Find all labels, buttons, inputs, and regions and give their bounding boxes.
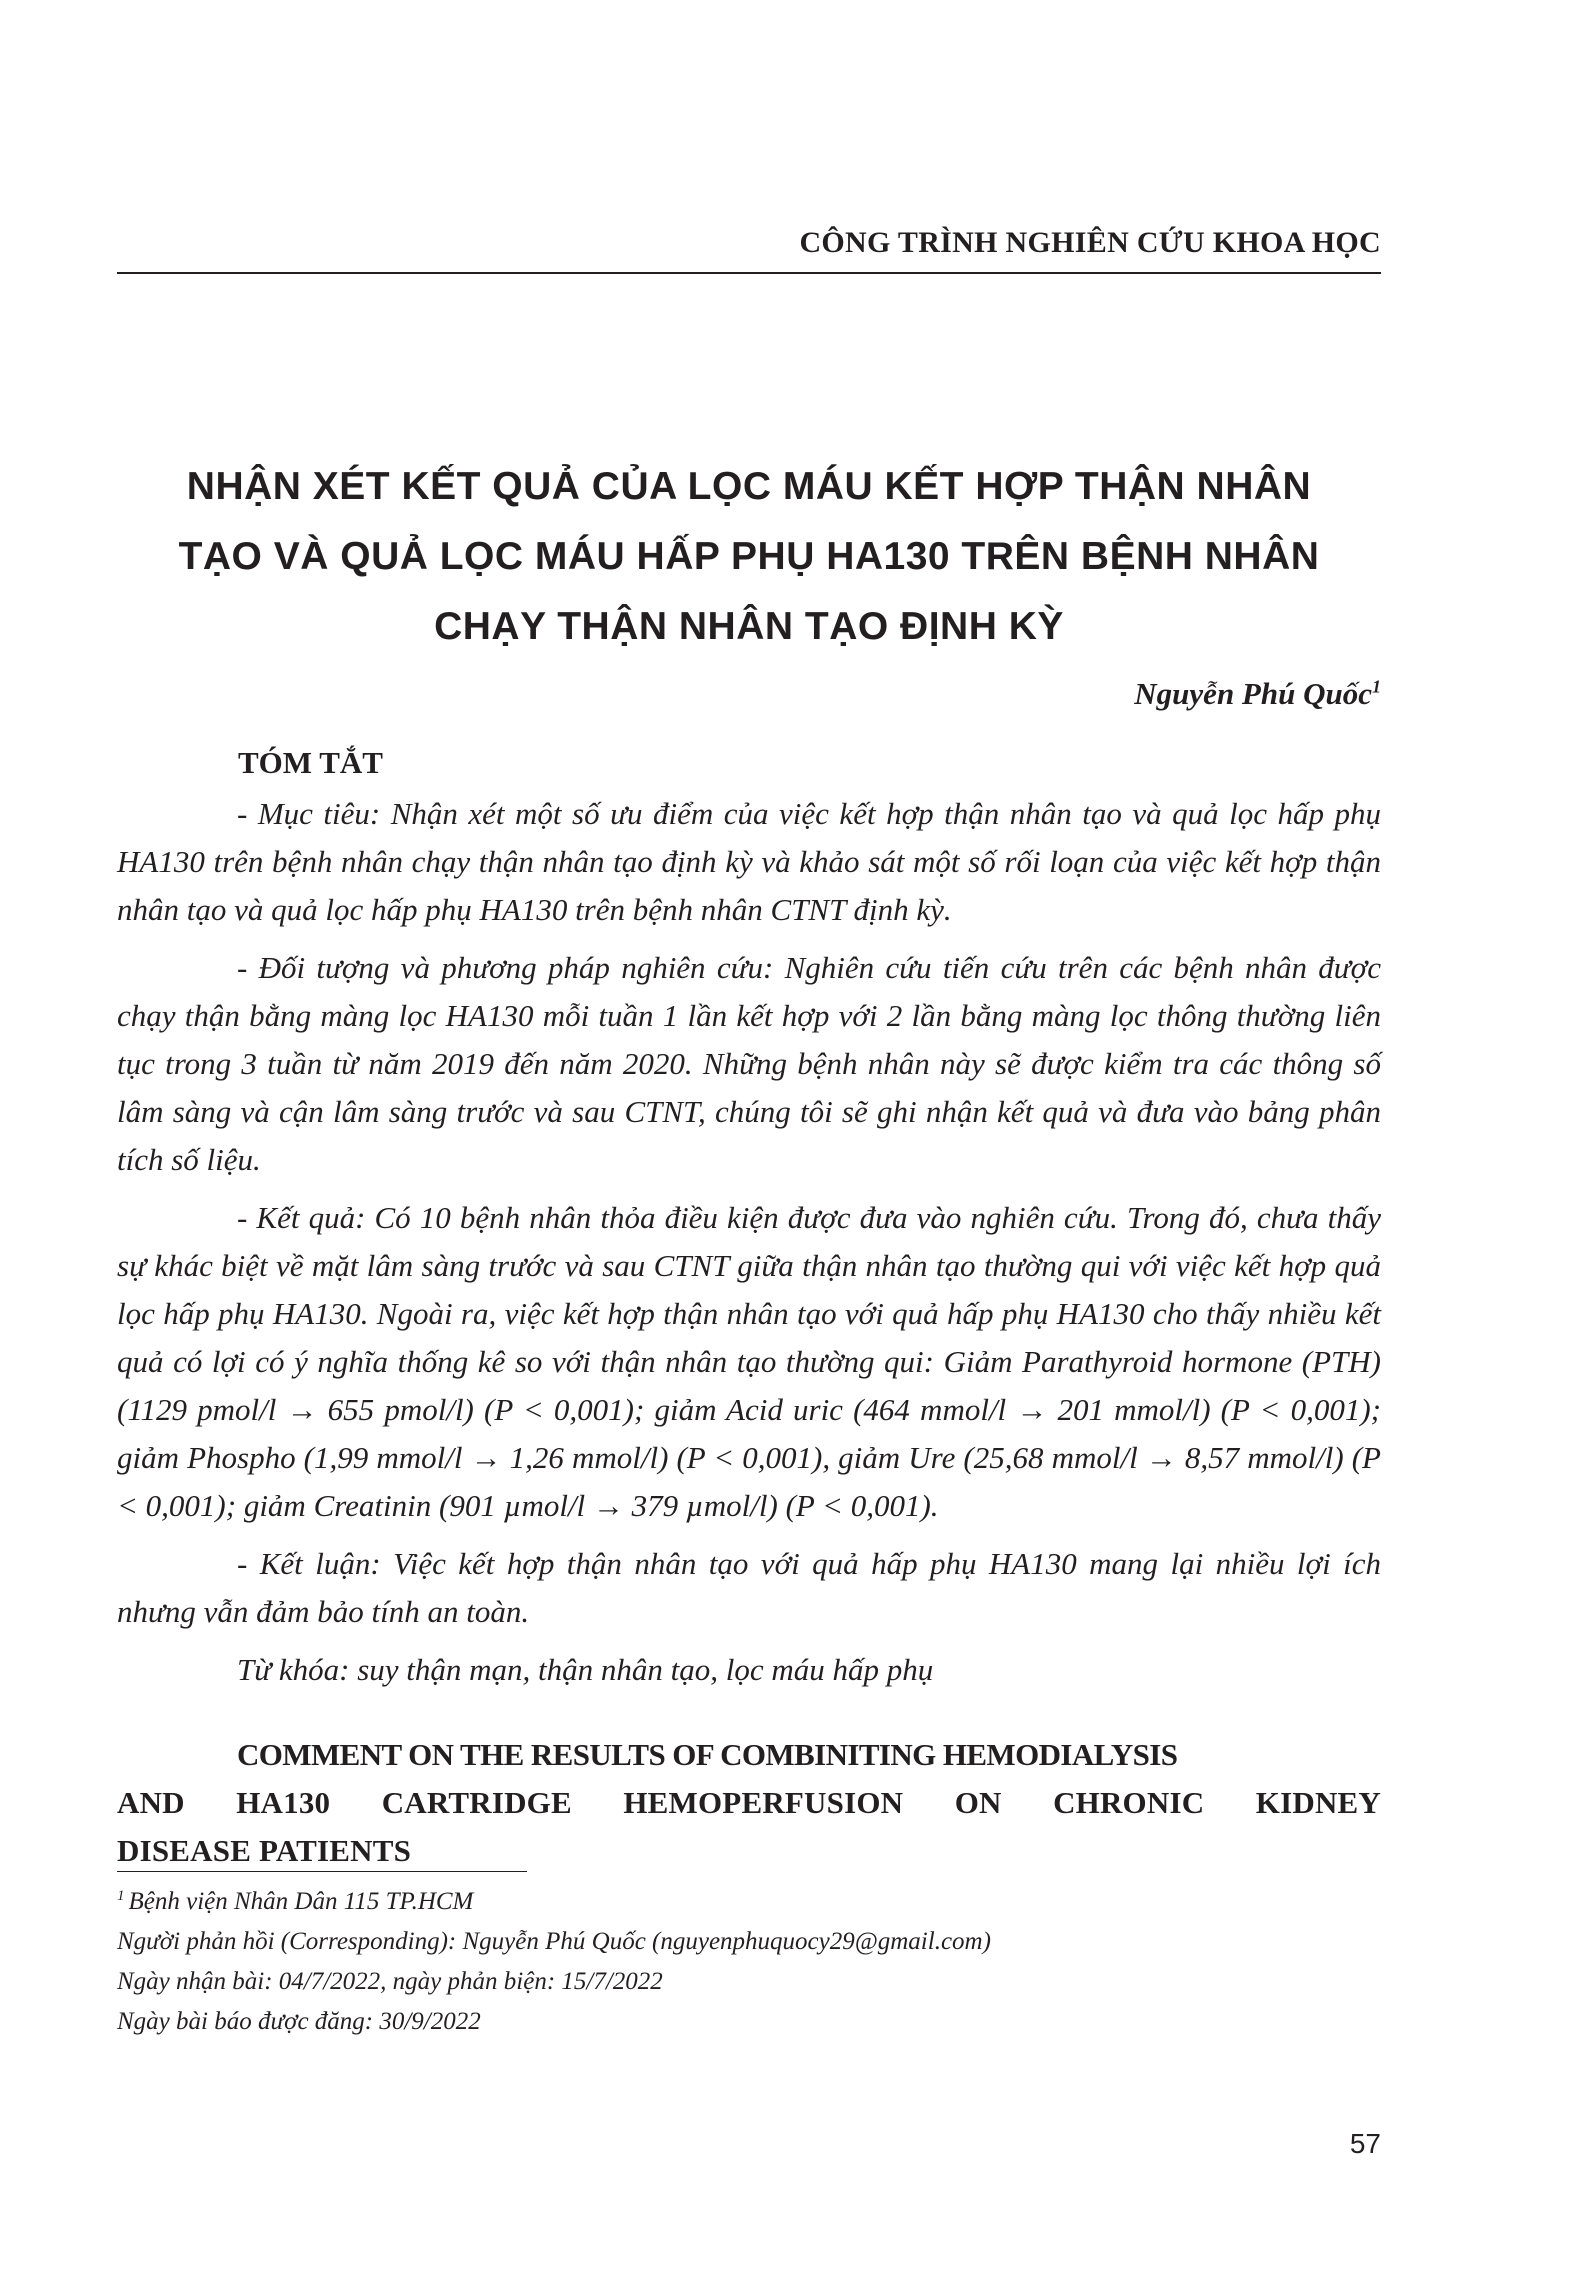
- english-title-line: DISEASE PATIENTS: [117, 1833, 412, 1868]
- footnotes: [117, 1882, 1381, 2042]
- english-title-line: AND HA130 CARTRIDGE HEMOPERFUSION ON CHRONIC KIDNEY: [117, 1785, 1381, 1820]
- footnote-dates-received: Ngày nhận bài: 04/7/2022, ngày phản biện: 15/7/2022: [117, 1968, 663, 1995]
- author-affiliation-mark: 1: [1372, 676, 1381, 697]
- title-line: CHẠY THẬN NHÂN TẠO ĐỊNH KỲ: [434, 605, 1064, 648]
- footnote-rule: [117, 1871, 527, 1872]
- abstract-body: [117, 790, 1381, 1704]
- footnote-corresponding: Người phản hồi (Corresponding): Nguyễn Phú Quốc (nguyenphuquocy29@gmail.com): [117, 1928, 991, 1955]
- title-line: TẠO VÀ QUẢ LỌC MÁU HẤP PHỤ HA130 TRÊN BỆNH NHÂN: [178, 535, 1320, 578]
- abstract-objective: - Mục tiêu: Nhận xét một số ưu điểm của việc kết hợp thận nhân tạo và quả lọc hấp phụ HA130 trên bệnh nhân chạy thận nhân tạo định kỳ và khảo sát một số rối loạn của việc kết hợp thận nhân tạo và quả lọc hấp phụ HA130 trên bệnh nhân CTNT định kỳ.: [117, 796, 1381, 927]
- footnote-affiliation: [117, 1882, 1381, 1922]
- footnote-mark: 1: [117, 1887, 125, 1904]
- abstract-conclusion: - Kết luận: Việc kết hợp thận nhân tạo với quả hấp phụ HA130 mang lại nhiều lợi ích nhưng vẫn đảm bảo tính an toàn.: [117, 1546, 1381, 1629]
- abstract-methods: - Đối tượng và phương pháp nghiên cứu: Nghiên cứu tiến cứu trên các bệnh nhân được chạy thận bằng màng lọc HA130 mỗi tuần 1 lần kết hợp với 2 lần bằng màng lọc thông thường liên tục trong 3 tuần từ năm 2019 đến năm 2020. Những bệnh nhân này sẽ được kiểm tra các thông số lâm sàng và cận lâm sàng trước và sau CTNT, chúng tôi sẽ ghi nhận kết quả và đưa vào bảng phân tích số liệu.: [117, 950, 1381, 1177]
- english-title-line: COMMENT ON THE RESULTS OF COMBINITING HEMODIALYSIS: [237, 1737, 1178, 1772]
- article-title: [117, 452, 1381, 662]
- english-title: [117, 1731, 1381, 1875]
- page-number: 57: [1349, 2128, 1381, 2159]
- affiliation-text: Bệnh viện Nhân Dân 115 TP.HCM: [128, 1888, 474, 1915]
- abstract-results: - Kết quả: Có 10 bệnh nhân thỏa điều kiện được đưa vào nghiên cứu. Trong đó, chưa thấy sự khác biệt về mặt lâm sàng trước và sau CTNT giữa thận nhân tạo thường qui với việc kết hợp quả lọc hấp phụ HA130. Ngoài ra, việc kết hợp thận nhân tạo với quả hấp phụ HA130 cho thấy nhiều kết quả có lợi có ý nghĩa thống kê so với thận nhân tạo thường qui: Giảm Parathyroid hormone (PTH) (1129 pmol/l → 655 pmol/l) (P < 0,001); giảm Acid uric (464 mmol/l → 201 mmol/l) (P < 0,001); giảm Phospho (1,99 mmol/l → 1,26 mmol/l) (P < 0,001), giảm Ure (25,68 mmol/l → 8,57 mmol/l) (P < 0,001); giảm Creatinin (901 µmol/l → 379 µmol/l) (P < 0,001).: [117, 1200, 1381, 1523]
- abstract-keywords: Từ khóa: suy thận mạn, thận nhân tạo, lọc máu hấp phụ: [237, 1652, 934, 1687]
- title-line: NHẬN XÉT KẾT QUẢ CỦA LỌC MÁU KẾT HỢP THẬN NHÂN: [186, 465, 1312, 508]
- author-byline: [1134, 676, 1381, 712]
- footnote-date-published: Ngày bài báo được đăng: 30/9/2022: [117, 2008, 481, 2035]
- header-rule: [117, 272, 1381, 274]
- abstract-heading: TÓM TẮT: [238, 745, 383, 780]
- running-header: CÔNG TRÌNH NGHIÊN CỨU KHOA HỌC: [799, 226, 1381, 259]
- author-name: Nguyễn Phú Quốc: [1134, 676, 1372, 711]
